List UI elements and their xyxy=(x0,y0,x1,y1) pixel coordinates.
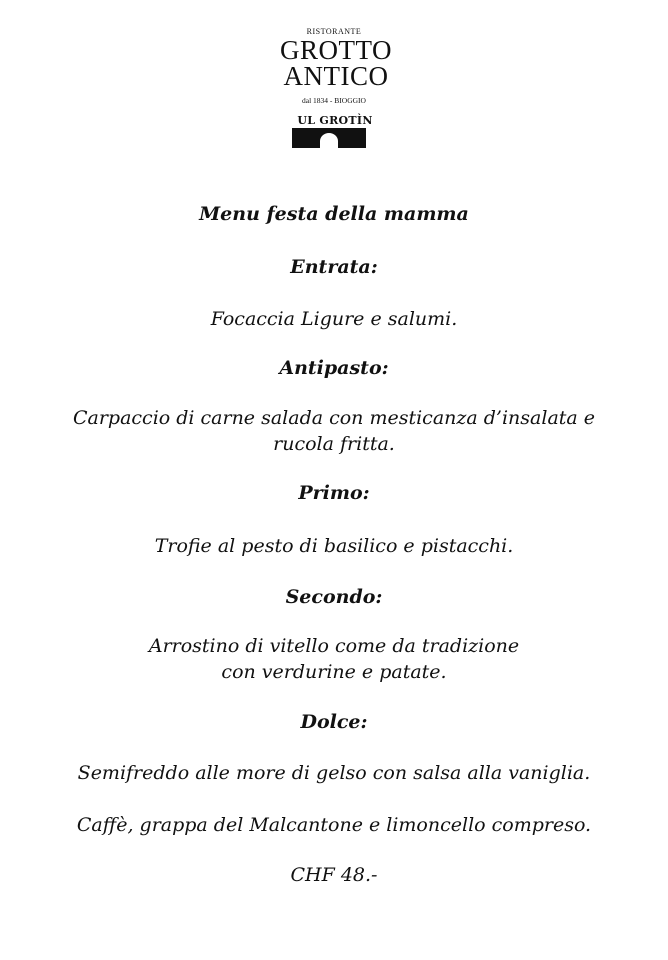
entrata-item: Focaccia Ligure e salumi. xyxy=(210,308,458,330)
extras-line: Caffè, grappa del Malcantone e limoncello compreso. xyxy=(76,814,592,836)
antipasto-item-line1: Carpaccio di carne salada con mesticanza d’insalata e xyxy=(72,407,596,429)
logo-ristorante-label: RISTORANTE xyxy=(306,27,362,36)
menu-title: Menu festa della mamma xyxy=(199,203,469,225)
price: CHF 48.- xyxy=(290,864,378,886)
dolce-heading: Dolce: xyxy=(300,711,368,733)
entrata-heading: Entrata: xyxy=(290,256,378,278)
logo-since: dal 1834 - BIOGGIO xyxy=(302,96,366,105)
primo-heading: Primo: xyxy=(298,482,370,504)
logo-name-line1: GROTTO xyxy=(279,35,392,65)
logo-name-line2: ANTICO xyxy=(283,61,389,91)
arch-logo-icon xyxy=(292,128,366,148)
secondo-item-line1: Arrostino di vitello come da tradizione xyxy=(148,635,520,657)
antipasto-heading: Antipasto: xyxy=(279,357,389,379)
secondo-item-line2: con verdurine e patate. xyxy=(221,661,447,683)
dolce-item: Semifreddo alle more di gelso con salsa alla vaniglia. xyxy=(77,762,591,784)
antipasto-item-line2: rucola fritta. xyxy=(273,433,395,455)
secondo-heading: Secondo: xyxy=(285,586,383,608)
primo-item: Trofie al pesto di basilico e pistacchi. xyxy=(154,535,514,557)
logo-grotin: UL GROTÌN xyxy=(297,114,373,127)
